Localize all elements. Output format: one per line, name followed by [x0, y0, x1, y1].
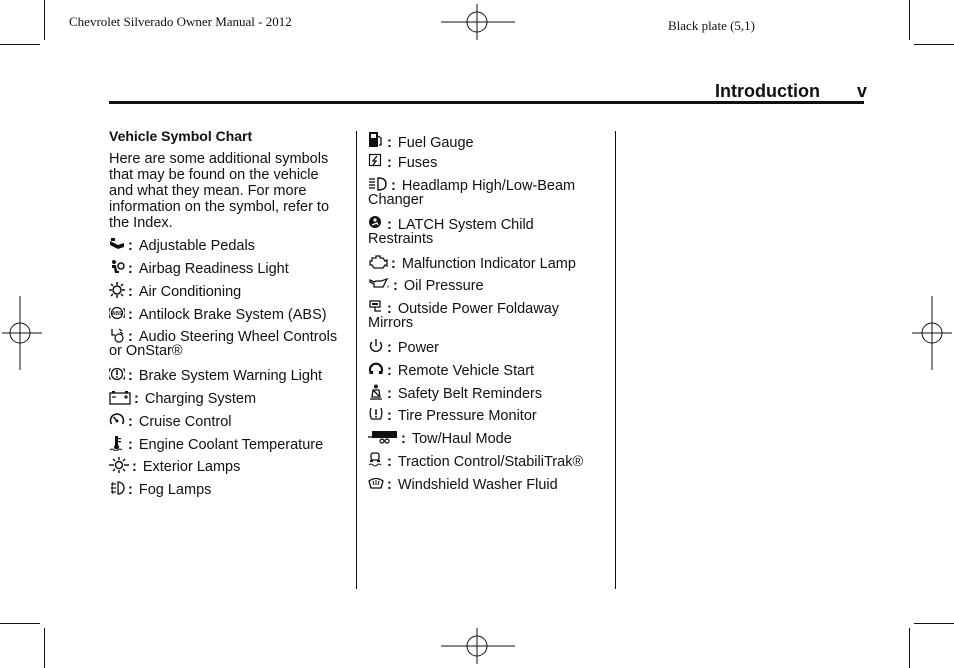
- symbol-item: : LATCH System Child: [368, 215, 534, 233]
- symbol-label: Tow/Haul Mode: [411, 431, 512, 447]
- air-conditioning-icon: [109, 282, 125, 298]
- airbag-icon: [109, 259, 125, 275]
- symbol-label: Exterior Lamps: [142, 459, 241, 475]
- symbol-label: Tire Pressure Monitor: [397, 408, 537, 424]
- intro-line: the Index.: [109, 215, 173, 231]
- symbol-label: Oil Pressure: [403, 278, 484, 294]
- coolant-temperature-icon: [109, 435, 125, 451]
- symbol-label: Outside Power Foldaway: [397, 301, 560, 317]
- manual-title: Chevrolet Silverado Owner Manual - 2012: [69, 14, 292, 29]
- latch-child-seat-icon: [368, 215, 384, 231]
- section-name: Introduction: [715, 81, 820, 101]
- symbol-label: Audio Steering Wheel Controls: [138, 329, 338, 345]
- intro-line: information on the symbol, refer to: [109, 199, 330, 215]
- headlamp-beam-icon: [368, 176, 388, 192]
- remote-start-icon: [368, 361, 384, 377]
- symbol-label: Remote Vehicle Start: [397, 363, 535, 379]
- adjustable-pedals-icon: [109, 236, 125, 252]
- symbol-item: : Brake System Warning Light: [109, 366, 322, 384]
- symbol-item: : Safety Belt Reminders: [368, 384, 542, 402]
- symbol-label-continued: Restraints: [368, 231, 434, 247]
- crop-mark: [0, 44, 40, 45]
- crop-mark: [0, 623, 40, 624]
- symbol-item: : Cruise Control: [109, 412, 232, 430]
- symbol-label-continued: Changer: [368, 192, 424, 208]
- symbol-item: : Headlamp High/Low-Beam: [368, 176, 575, 194]
- symbol-item: : Charging System: [109, 389, 256, 407]
- intro-line: that may be found on the vehicle: [109, 167, 319, 183]
- exterior-lamps-icon: [109, 457, 129, 473]
- symbol-label: Power: [397, 340, 439, 356]
- symbol-item: : Traction Control/StabiliTrak®: [368, 452, 583, 470]
- symbol-label: Antilock Brake System (ABS): [138, 307, 327, 323]
- column-divider: [356, 131, 357, 589]
- symbol-item: : Airbag Readiness Light: [109, 259, 289, 277]
- tow-haul-icon: [368, 429, 398, 445]
- symbol-item: : Remote Vehicle Start: [368, 361, 534, 379]
- folding-mirror-icon: [368, 299, 384, 315]
- crop-mark: [909, 0, 910, 40]
- symbol-label: Adjustable Pedals: [138, 238, 255, 254]
- washer-fluid-icon: [368, 475, 384, 491]
- steering-audio-icon: [109, 327, 125, 343]
- symbol-item: : Exterior Lamps: [109, 457, 240, 475]
- registration-mark-left: [2, 296, 42, 370]
- engine-malfunction-icon: [368, 254, 388, 270]
- symbol-item: : Air Conditioning: [109, 282, 241, 300]
- fuel-pump-icon: [368, 131, 384, 149]
- battery-icon: [109, 389, 131, 405]
- symbol-item: : Fog Lamps: [109, 480, 211, 498]
- symbol-item: : Malfunction Indicator Lamp: [368, 254, 576, 272]
- symbol-label: Cruise Control: [138, 414, 232, 430]
- symbol-item: : Oil Pressure: [368, 276, 484, 294]
- symbol-item: : Audio Steering Wheel Controls: [109, 327, 337, 345]
- intro-line: Here are some additional symbols: [109, 151, 329, 167]
- plate-label: Black plate (5,1): [668, 18, 755, 33]
- intro-line: and what they mean. For more: [109, 183, 307, 199]
- symbol-label: Airbag Readiness Light: [138, 261, 289, 277]
- page-title: [715, 81, 867, 102]
- svg-text:ABS: ABS: [111, 311, 123, 317]
- symbol-item: : Fuel Gauge: [368, 131, 474, 151]
- symbol-item: : Engine Coolant Temperature: [109, 435, 323, 453]
- symbol-item: : Windshield Washer Fluid: [368, 475, 558, 493]
- crop-mark: [44, 628, 45, 668]
- abs-icon: [109, 305, 125, 321]
- crop-mark: [914, 44, 954, 45]
- registration-mark-bottom: [441, 628, 515, 664]
- symbol-item: : Outside Power Foldaway: [368, 299, 559, 317]
- oil-can-icon: [368, 276, 390, 292]
- registration-mark-top: [441, 4, 515, 40]
- symbol-item: : Adjustable Pedals: [109, 236, 255, 254]
- fuse-icon: [368, 153, 384, 169]
- registration-mark-right: [912, 296, 952, 370]
- brake-warning-icon: [109, 366, 125, 382]
- intro-paragraph: [109, 151, 344, 231]
- section-heading: Vehicle Symbol Chart: [109, 128, 253, 144]
- symbol-label: Engine Coolant Temperature: [138, 437, 324, 453]
- symbol-label-continued: or OnStar®: [109, 343, 183, 359]
- symbol-label: Charging System: [144, 391, 257, 407]
- traction-control-icon: [368, 452, 384, 468]
- symbol-item: : Tow/Haul Mode: [368, 429, 512, 447]
- symbol-label: Fuel Gauge: [397, 135, 474, 151]
- symbol-label: Malfunction Indicator Lamp: [401, 256, 576, 272]
- tire-pressure-icon: [368, 406, 384, 422]
- symbol-label-continued: Mirrors: [368, 315, 414, 331]
- fog-lamps-icon: [109, 480, 125, 496]
- symbol-label: Fog Lamps: [138, 482, 212, 498]
- symbol-item: : Power: [368, 338, 439, 356]
- crop-mark: [909, 628, 910, 668]
- title-rule: [109, 101, 864, 104]
- crop-mark: [44, 0, 45, 40]
- symbol-label: Fuses: [397, 155, 438, 171]
- power-icon: [368, 338, 384, 354]
- symbol-label: LATCH System Child: [397, 217, 534, 233]
- column-divider: [615, 131, 616, 589]
- symbol-label: Safety Belt Reminders: [397, 386, 543, 402]
- page-number: v: [857, 81, 868, 101]
- symbol-item: : Fuses: [368, 153, 437, 171]
- symbol-label: Windshield Washer Fluid: [397, 477, 558, 493]
- symbol-item: : Tire Pressure Monitor: [368, 406, 537, 424]
- symbol-label: Traction Control/StabiliTrak®: [397, 454, 584, 470]
- symbol-label: Air Conditioning: [138, 284, 242, 300]
- crop-mark: [914, 623, 954, 624]
- symbol-label: Brake System Warning Light: [138, 368, 323, 384]
- symbol-label: Headlamp High/Low-Beam: [401, 178, 576, 194]
- seat-belt-icon: [368, 384, 384, 400]
- cruise-control-icon: [109, 412, 125, 428]
- symbol-item: ABS : Antilock Brake System (ABS): [109, 305, 327, 323]
